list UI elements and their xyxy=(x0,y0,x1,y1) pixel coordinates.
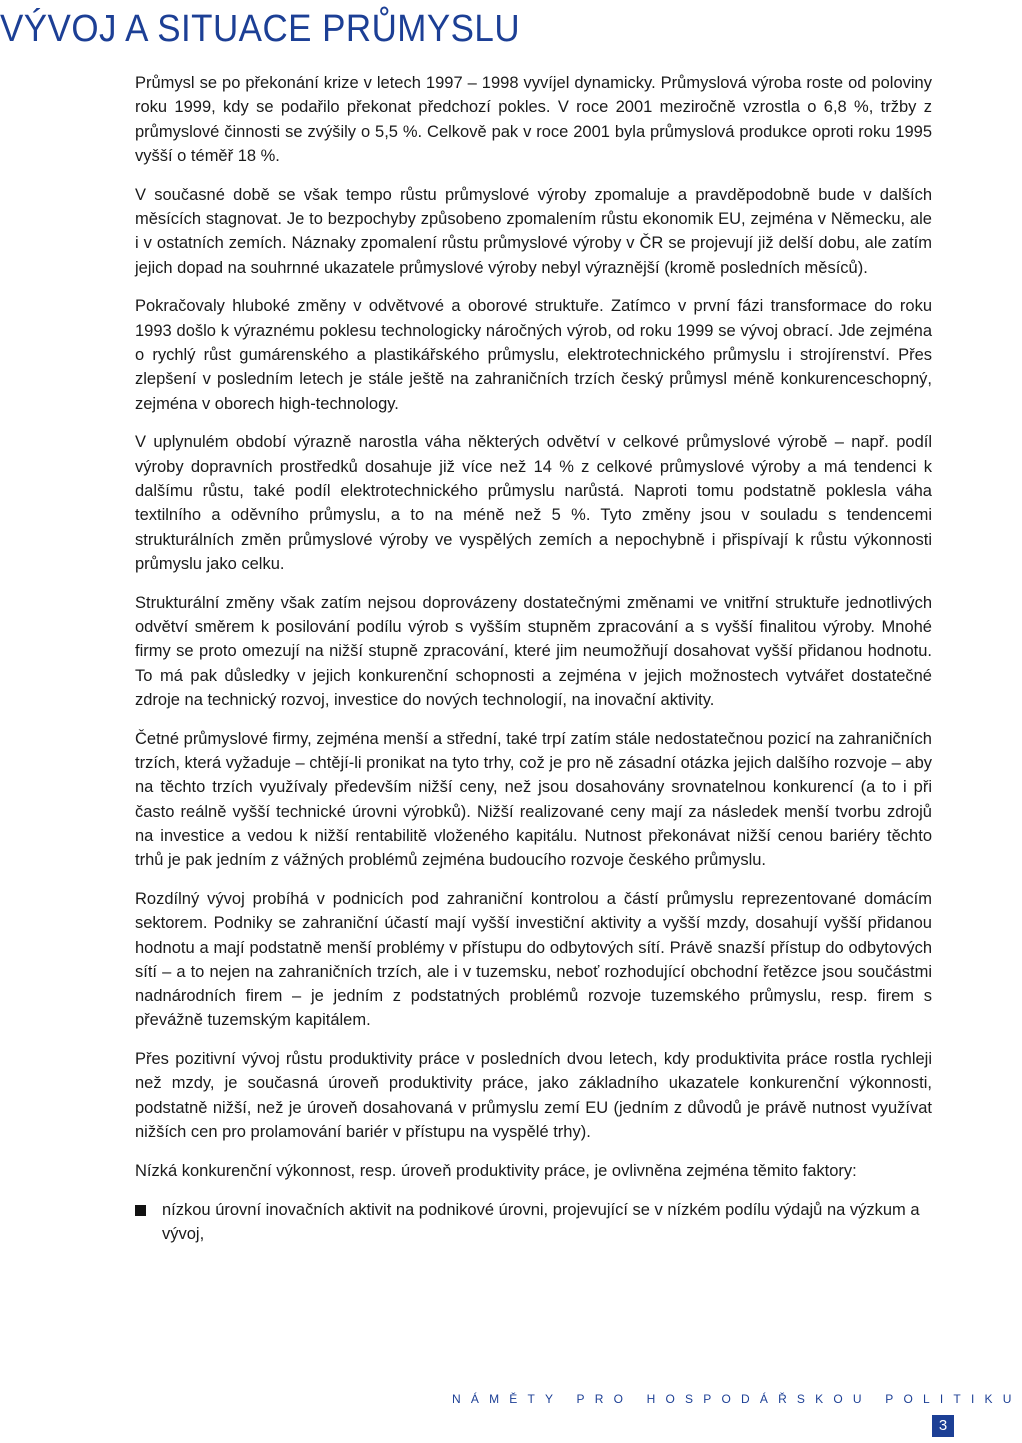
article-body xyxy=(135,71,932,1246)
list-item-text: nízkou úrovní inovačních aktivit na podnikové úrovni, projevující se v nízkém podílu výdajů na výzkum a vývoj, xyxy=(162,1200,920,1243)
paragraph-9: Nízká konkurenční výkonnost, resp. úroveň produktivity práce, je ovlivněna zejména těmito faktory: xyxy=(135,1161,857,1180)
paragraph-6: Četné průmyslové firmy, zejména menší a střední, také trpí zatím stále nedostatečnou pozicí na zahraničních trzích, která vyžaduje – chtějí-li pronikat na tyto trhy, což je pro ně zásadní otázka jejich dalšího rozvoje – aby na těchto trzích využívaly především nižší ceny, než jsou dosahovány srovnatelnou konkurencí (a to i při často reálně vyšší technické úrovni výrobků). Nižší realizované ceny mají za následek menší tvorbu zdrojů na investice a vedou k nižší rentabilitě vloženého kapitálu. Nutnost překonávat nižší cenou bariéry těchto trhů je pak jedním z vážných problémů zejména budoucího rozvoje českého průmyslu. xyxy=(135,729,932,870)
footer-title: NÁMĚTY PRO HOSPODÁŘSKOU POLITIKU xyxy=(452,1392,1022,1406)
page-number-badge: 3 xyxy=(932,1415,954,1437)
paragraph-8: Přes pozitivní vývoj růstu produktivity práce v posledních dvou letech, kdy produktivita práce rostla rychleji než mzdy, je současná úroveň produktivity práce, jako základního ukazatele konkurenční výkonnosti, podstatně nižší, než je úroveň dosahovaná v průmyslu zemí EU (jedním z důvodů je právě nutnost využívat nižších cen pro prolamování bariér v přístupu na vyspělé trhy). xyxy=(135,1050,932,1142)
square-bullet-icon xyxy=(135,1205,146,1216)
page-heading: VÝVOJ A SITUACE PRŮMYSLU xyxy=(0,8,521,50)
paragraph-1: Průmysl se po překonání krize v letech 1997 – 1998 vyvíjel dynamicky. Průmyslová výroba roste od poloviny roku 1999, kdy se podařilo překonat předchozí pokles. V roce 2001 meziročně vzrostla o 6,8 %, tržby z průmyslové činnosti se zvýšily o 5,5 %. Celkově pak v roce 2001 byla průmyslová produkce oproti roku 1995 vyšší o téměř 18 %. xyxy=(135,74,932,165)
paragraph-5: Strukturální změny však zatím nejsou doprovázeny dostatečnými změnami ve vnitřní struktuře jednotlivých odvětví směrem k posilování podílu výrob s vyšším stupněm zpracování a s vyšší finalitou výroby. Mnohé firmy se proto omezují na nižší stupně zpracování, které jim neumožňují dosahovat vyšší přidanou hodnotu. To má pak důsledky v jejich konkurenční schopnosti a zejména v jejich možnostech vytvářet dostatečné zdroje na technický rozvoj, investice do nových technologií, na inovační aktivity. xyxy=(135,593,932,709)
factor-list xyxy=(135,1198,932,1247)
paragraph-7: Rozdílný vývoj probíhá v podnicích pod zahraniční kontrolou a částí průmyslu reprezentované domácím sektorem. Podniky se zahraniční účastí mají vyšší investiční aktivity a vyšší mzdy, dosahují vyšší přidanou hodnotu a mají podstatně menší problémy v přístupu do odbytových sítí. Právě snazší přístup do odbytových sítí – a to nejen na zahraničních trzích, ale i v tuzemsku, neboť rozhodující obchodní řetězce jsou součástmi nadnárodních firem – je jedním z podstatných problémů rozvoje tuzemského průmyslu, resp. firem s převážně tuzemským kapitálem. xyxy=(135,889,932,1030)
list-item xyxy=(135,1198,932,1247)
paragraph-4: V uplynulém období výrazně narostla váha některých odvětví v celkové průmyslové výrobě – např. podíl výroby dopravních prostředků dosahuje již více než 14 % z celkové průmyslové výroby a má tendenci k dalšímu růstu, také podíl elektrotechnického průmyslu narůstá. Naproti tomu podstatně poklesla váha textilního a oděvního průmyslu, a to na méně než 5 %. Tyto změny jsou v souladu s tendencemi strukturálních změn průmyslové výroby ve vyspělých zemích a nepochybně i přispívají k růstu výkonnosti průmyslu jako celku. xyxy=(135,433,932,573)
paragraph-2: V současné době se však tempo růstu průmyslové výroby zpomaluje a pravděpodobně bude v dalších měsících stagnovat. Je to bezpochyby způsobeno zpomalením růstu ekonomik EU, zejména v Německu, ale i v ostatních zemích. Náznaky zpomalení růstu průmyslové výroby v ČR se projevují již delší dobu, ale zatím jejich dopad na souhrnné ukazatele průmyslové výroby nebyl výraznější (kromě posledních měsíců). xyxy=(135,185,932,277)
paragraph-3: Pokračovaly hluboké změny v odvětvové a oborové struktuře. Zatímco v první fázi transformace do roku 1993 došlo k výraznému poklesu technologicky náročných výrob, od roku 1999 se vývoj obrací. Jde zejména o rychlý růst gumárenského a plastikářského průmyslu, elektrotechnického průmyslu i strojírenství. Přes zlepšení v posledním letech je stále ještě na zahraničních trzích český průmysl méně konkurenceschopný, zejména v oborech high-technology. xyxy=(135,297,932,413)
